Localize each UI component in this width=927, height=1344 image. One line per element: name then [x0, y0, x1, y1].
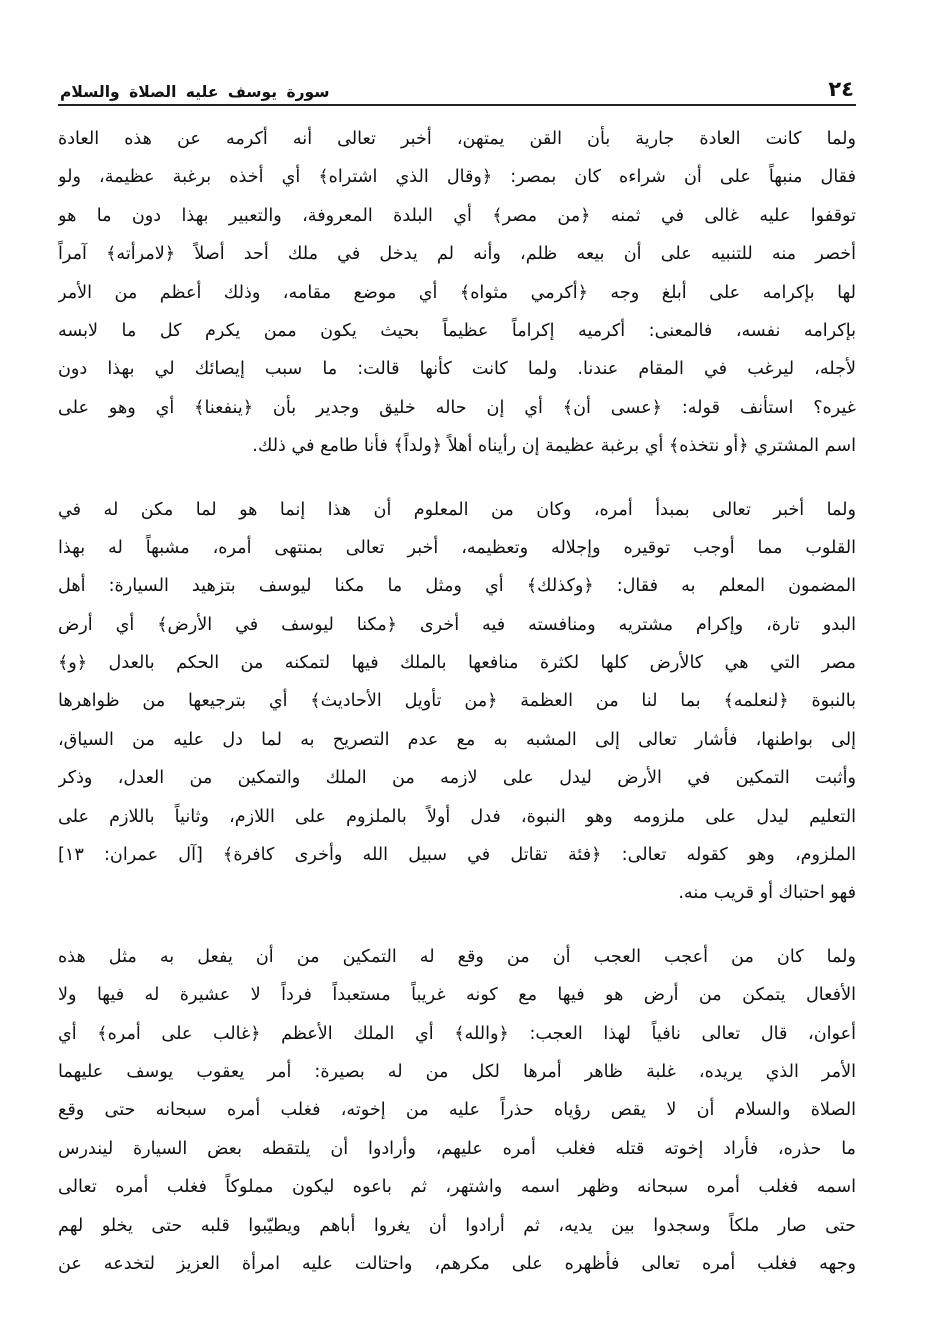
text-line: الصلاة والسلام أن لا يقص رؤياه حذراً عليه من إخوته، فغلب أمره سبحانه حتى وقع	[58, 1100, 856, 1121]
book-page	[58, 70, 856, 1344]
text-line: بإكرامه نفسه، فالمعنى: أكرميه إكراماً عظيماً بحيث يكون ممن يكرم كل ما لابسه	[58, 320, 856, 341]
text-line: ولما أخبر تعالى بمبدأ أمره، وكان من المعلوم أن هذا إنما هو لما مكن له في	[58, 499, 856, 520]
paragraph-gap	[58, 466, 856, 491]
text-line: بالنبوة ﴿لنعلمه﴾ بما لنا من العظمة ﴿من تأويل الأحاديث﴾ أي بترجيعها من ظواهرها	[58, 691, 856, 712]
text-line: وأثبت التمكين في الأرض ليدل على لازمه من الملك والتمكين من العدل، وذكر	[58, 768, 856, 789]
page-number: ٢٤	[828, 77, 854, 101]
text-line: فهو احتباك أو قريب منه.	[678, 883, 856, 904]
body-text	[58, 120, 856, 1283]
text-line: ما حذره، فأراد إخوته قتله فغلب أمره عليهم، وأرادوا أن يلتقطه بعض السيارة ليندرس	[58, 1138, 856, 1159]
text-line: اسم المشتري ﴿أو نتخذه﴾ أي برغبة عظيمة إن رأيناه أهلاً ﴿ولداً﴾ فأنا طامع في ذلك.	[252, 436, 856, 457]
text-line: مصر التي هي كالأرض كلها لكثرة منافعها بالملك فيها لتمكنه من الحكم بالعدل ﴿و﴾	[58, 653, 856, 674]
text-line: غيره؟ استأنف قوله: ﴿عسى أن﴾ أي إن حاله خليق وجدير بأن ﴿ينفعنا﴾ أي وهو على	[58, 397, 856, 418]
paragraph-gap	[58, 913, 856, 938]
text-line: وجهه فغلب أمره تعالى فأظهره على مكرهم، واحتالت عليه امرأة العزيز لتخدعه عن	[58, 1253, 856, 1274]
paragraph-1	[58, 120, 856, 466]
page-header	[58, 70, 856, 106]
text-line: ولما كانت العادة جارية بأن القن يمتهن، أخبر تعالى أنه أكرمه عن هذه العادة	[58, 129, 856, 149]
text-line: لها بإكرامه على أبلغ وجه ﴿أكرمي مثواه﴾ أي موضع مقامه، وذلك أعظم من الأمر	[58, 282, 856, 303]
text-line: التعليم ليدل على ملزومه وهو النبوة، فدل أولاً بالملزوم على اللازم، وثانياً باللازم على	[58, 806, 856, 827]
text-line: القلوب مما أوجب توقيره وإجلاله وتعظيمه، أخبر تعالى بمنتهى أمره، مشبهاً له بهذا	[58, 537, 856, 558]
text-line: أخصر منه للتنبيه على أن بيعه ظلم، وأنه لم يدخل في ملك أحد أصلاً ﴿لامرأته﴾ آمراً	[58, 244, 856, 265]
text-line: اسمه فغلب أمره سبحانه وظهر اسمه واشتهر، ثم باعوه ليكون مملوكاً فغلب أمره تعالى	[58, 1177, 856, 1198]
text-line: أعوان، قال تعالى نافياً لهذا العجب: ﴿والله﴾ أي الملك الأعظم ﴿غالب على أمره﴾ أي	[58, 1023, 856, 1044]
text-line: الملزوم، وهو كقوله تعالى: ﴿فئة تقاتل في سبيل الله وأخرى كافرة﴾ [آل عمران: ١٣]	[58, 845, 856, 866]
text-line: توقفوا عليه غالى في ثمنه ﴿من مصر﴾ أي البلدة المعروفة، والتعبير بهذا دون ما هو	[58, 205, 856, 226]
running-title: سورة يوسف عليه الصلاة والسلام	[60, 82, 330, 101]
text-line: البدو تارة، وإكرام مشتريه ومنافسته فيه أخرى ﴿مكنا ليوسف في الأرض﴾ أي أرض	[58, 614, 856, 635]
paragraph-2	[58, 491, 856, 913]
text-line: الأمر الذي يريده، غلبة ظاهر أمرها لكل من له بصيرة: أمر يعقوب يوسف عليهما	[58, 1061, 856, 1082]
paragraph-3	[58, 938, 856, 1284]
text-line: حتى صار ملكاً وسجدوا بين يديه، ثم أرادوا أن يغروا أباهم ويطيّبوا قلبه حتى يخلو لهم	[58, 1215, 856, 1236]
text-line: ولما كان من أعجب العجب أن من وقع له التمكين من أن يفعل به مثل هذه	[58, 946, 856, 967]
text-line: الأفعال يتمكن من أرض هو فيها مع كونه غريباً مستعبداً فرداً لا عشيرة له فيها ولا	[58, 985, 856, 1006]
text-line: إلى بواطنها، فأشار تعالى إلى المشبه به مع عدم التصريح به لما دل عليه من السياق،	[58, 729, 856, 750]
text-line: لأجله، ليرغب في المقام عندنا. ولما كانت كأنها قالت: ما سبب إيصائك لي بهذا دون	[58, 359, 856, 380]
text-line: المضمون المعلم به فقال: ﴿وكذلك﴾ أي ومثل ما مكنا ليوسف بتزهيد السيارة: أهل	[58, 576, 856, 597]
text-line: فقال منبهاً على أن شراءه كان بمصر: ﴿وقال الذي اشتراه﴾ أي أخذه برغبة عظيمة، ولو	[58, 167, 856, 188]
